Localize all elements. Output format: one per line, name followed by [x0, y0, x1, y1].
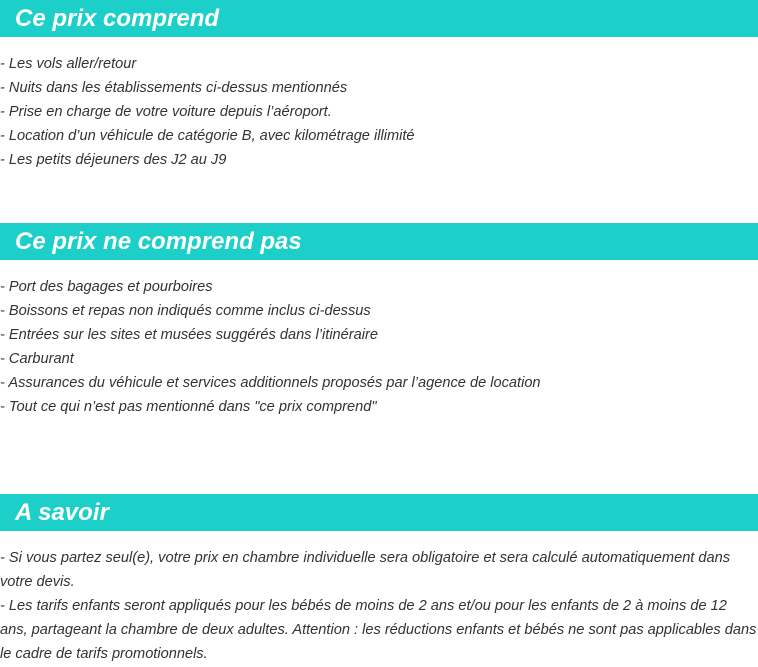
- section-title-not-included: Ce prix ne comprend pas: [15, 228, 302, 255]
- list-item: - Prise en charge de votre voiture depuis l’aéroport.: [0, 104, 332, 120]
- list-item: - Boissons et repas non indiqués comme inclus ci-dessus: [0, 303, 371, 319]
- list-item: - Les petits déjeuners des J2 au J9: [0, 152, 227, 168]
- section-title-included: Ce prix comprend: [15, 5, 220, 32]
- list-item: - Entrées sur les sites et musées suggérés dans l’itinéraire: [0, 327, 378, 343]
- list-item: - Port des bagages et pourboires: [0, 279, 213, 295]
- list-item: - Nuits dans les établissements ci-dessus mentionnés: [0, 80, 348, 96]
- list-item: - Tout ce qui n’est pas mentionné dans "ce prix comprend": [0, 399, 377, 415]
- list-item: - Carburant: [0, 351, 74, 367]
- section-header-included: [0, 0, 758, 37]
- included-list: [0, 52, 758, 172]
- list-item: - Les tarifs enfants seront appliqués pour les bébés de moins de 2 ans et/ou pour les enfants de 2 à moins de 12 ans, partageant la chambre de deux adultes. Attention : les réductions enfants et bébés ne sont pas applicables dans le cadre de tarifs promotionnels.: [0, 598, 757, 662]
- list-item: - Si vous partez seul(e), votre prix en chambre individuelle sera obligatoire et sera calculé automatiquement dans votre devis.: [0, 550, 731, 590]
- list-item: - Location d’un véhicule de catégorie B, avec kilométrage illimité: [0, 128, 415, 144]
- section-header-good-to-know: [0, 494, 758, 531]
- good-to-know-list: [0, 546, 758, 666]
- section-title-good-to-know: A savoir: [15, 499, 109, 526]
- list-item: - Les vols aller/retour: [0, 56, 137, 72]
- section-header-not-included: [0, 223, 758, 260]
- list-item: - Assurances du véhicule et services additionnels proposés par l’agence de location: [0, 375, 541, 391]
- not-included-list: [0, 275, 758, 419]
